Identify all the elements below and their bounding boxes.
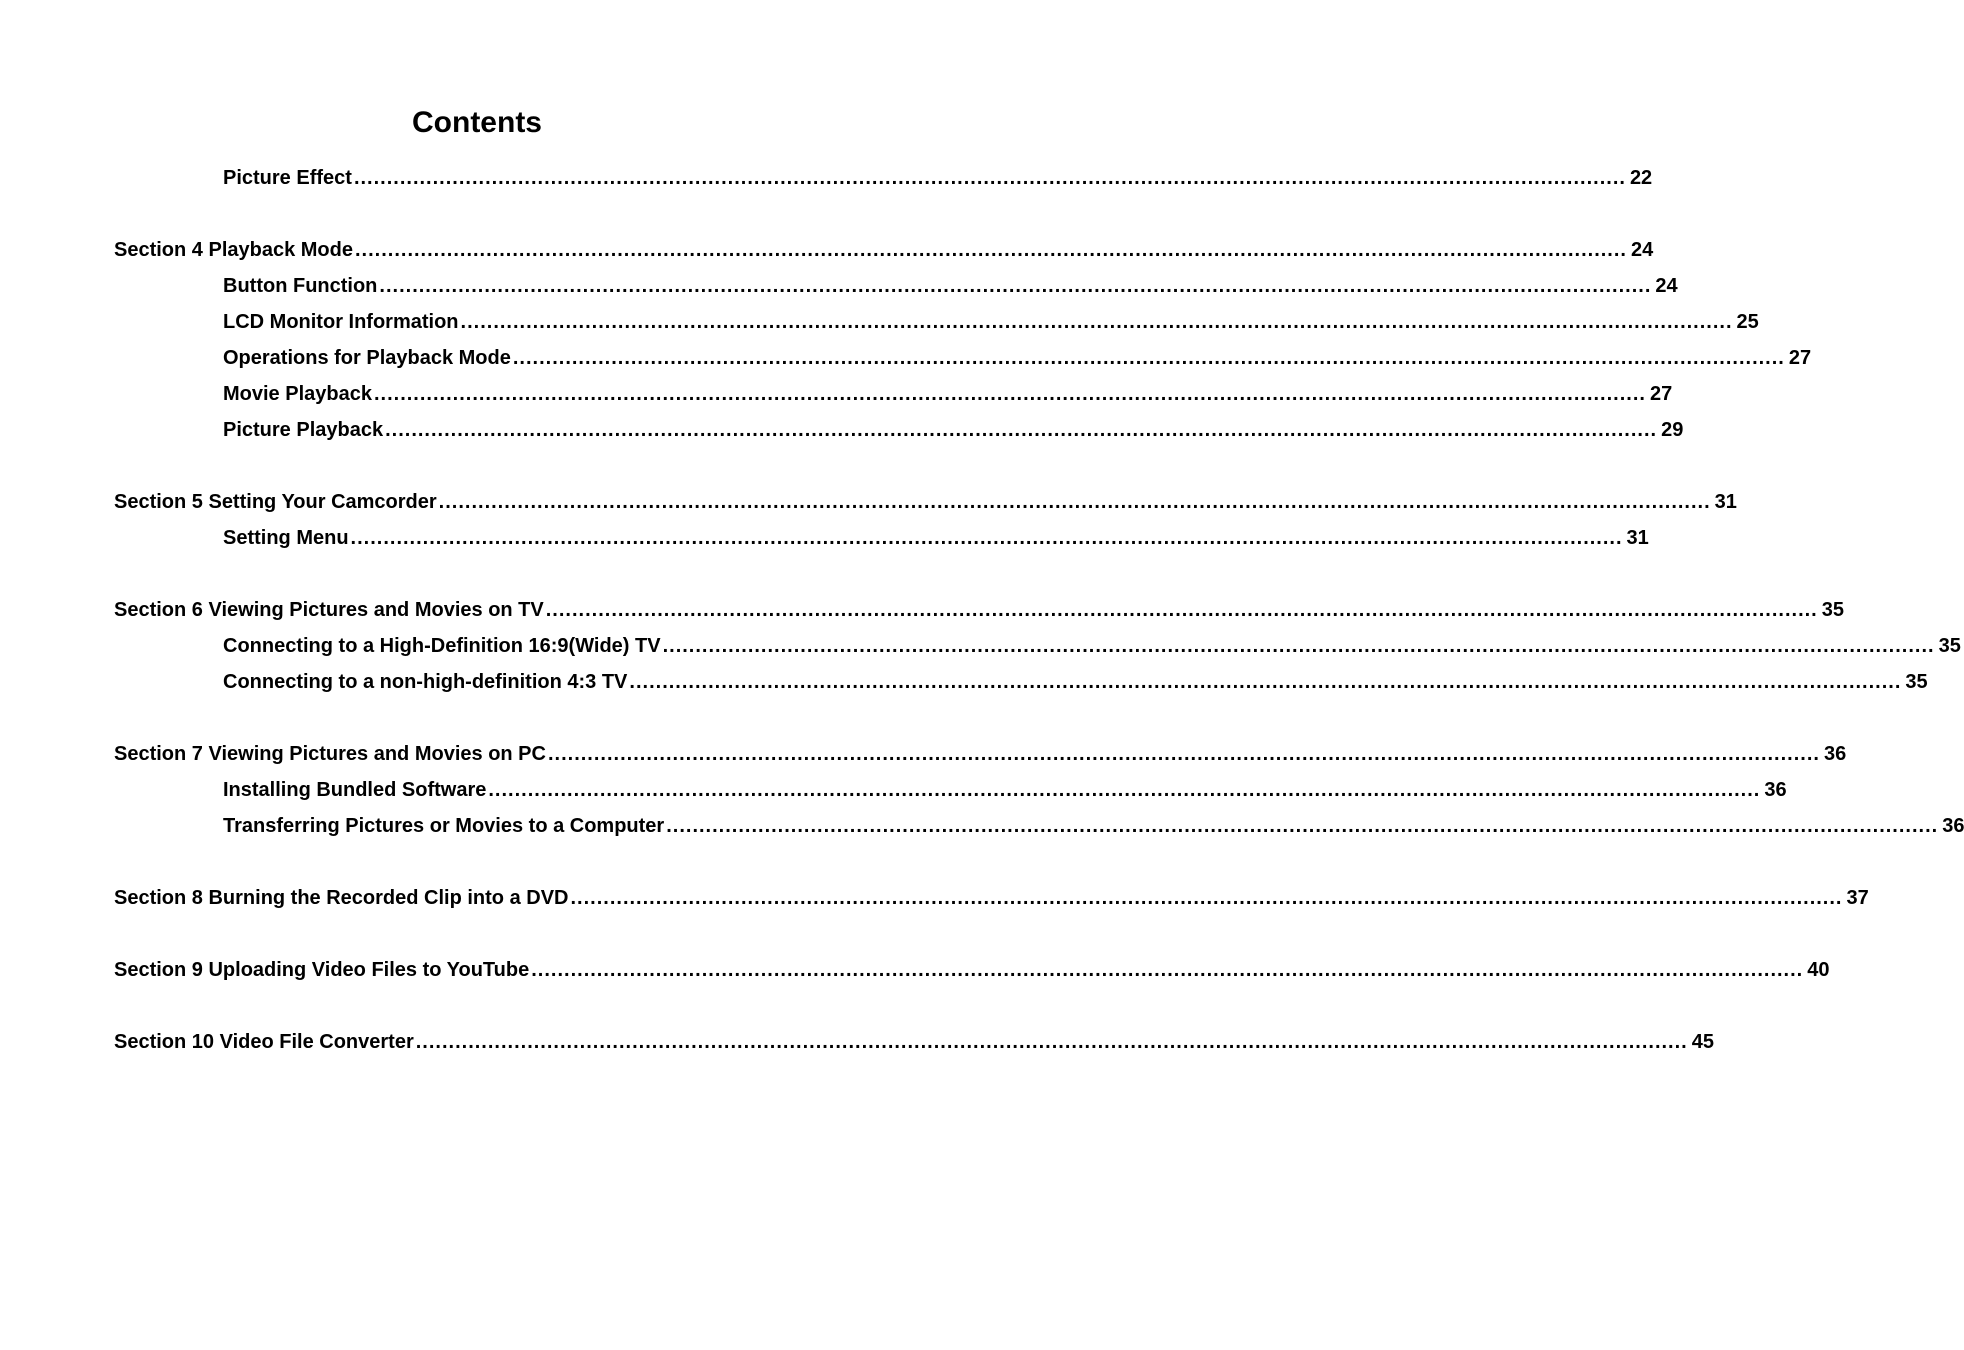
dot-leader: .................................................................................................................................................................................................. bbox=[350, 527, 1623, 549]
toc-page-number: 35 bbox=[1905, 671, 1928, 693]
dot-leader: .................................................................................................................................................................................................. bbox=[354, 239, 1627, 261]
dot-leader: .................................................................................................................................................................................................. bbox=[629, 671, 1902, 693]
toc-entry-section-10[interactable] bbox=[114, 1024, 1714, 1060]
toc-entry-installing-software[interactable] bbox=[114, 772, 1787, 808]
toc-entry-label: Section 5 Setting Your Camcorder bbox=[114, 491, 437, 513]
spacer bbox=[114, 448, 840, 484]
toc-entry-section-6[interactable] bbox=[114, 592, 1844, 628]
toc-page-number: 29 bbox=[1661, 419, 1684, 441]
toc-page-number: 36 bbox=[1942, 815, 1964, 837]
toc-entry-label: Installing Bundled Software bbox=[223, 779, 487, 801]
toc-entry-label: Button Function bbox=[223, 275, 378, 297]
dot-leader: .................................................................................................................................................................................................. bbox=[385, 419, 1658, 441]
toc-entry-label: Section 4 Playback Mode bbox=[114, 239, 353, 261]
dot-leader: .................................................................................................................................................................................................. bbox=[353, 167, 1626, 189]
toc-entry-section-4[interactable] bbox=[114, 232, 1654, 268]
toc-entry-label: Section 9 Uploading Video Files to YouTube bbox=[114, 959, 530, 981]
toc-entry-non-hd-tv[interactable] bbox=[114, 664, 1928, 700]
toc-page-number: 22 bbox=[1629, 167, 1653, 189]
toc-page-number: 35 bbox=[1821, 599, 1844, 621]
toc-entry-label: Movie Playback bbox=[223, 383, 372, 405]
toc-entry-section-7[interactable] bbox=[114, 736, 1847, 772]
toc-page-number: 31 bbox=[1714, 491, 1737, 513]
toc-entry-label: Section 7 Viewing Pictures and Movies on PC bbox=[114, 743, 546, 765]
toc-entry-section-5[interactable] bbox=[114, 484, 1737, 520]
dot-leader: .................................................................................................................................................................................................. bbox=[415, 1031, 1688, 1053]
toc-page-number: 35 bbox=[1938, 635, 1961, 657]
toc-entry-label: Connecting to a non-high-definition 4:3 TV bbox=[223, 671, 628, 693]
toc-entry-section-8[interactable] bbox=[114, 880, 1869, 916]
toc-entry-picture-effect[interactable] bbox=[114, 160, 1653, 196]
toc-page-number: 24 bbox=[1655, 275, 1678, 297]
toc-page-number: 31 bbox=[1626, 527, 1649, 549]
toc-entry-lcd-monitor-information[interactable] bbox=[114, 304, 1759, 340]
toc-entry-label: LCD Monitor Information bbox=[223, 311, 459, 333]
toc-entry-label: Connecting to a High-Definition 16:9(Wide) TV bbox=[223, 635, 661, 657]
dot-leader: .................................................................................................................................................................................................. bbox=[512, 347, 1785, 369]
toc-page-number: 45 bbox=[1691, 1031, 1714, 1053]
page-title: Contents bbox=[412, 106, 542, 140]
toc-entry-movie-playback[interactable] bbox=[114, 376, 1673, 412]
toc-page-number: 36 bbox=[1823, 743, 1847, 765]
toc-entry-setting-menu[interactable] bbox=[114, 520, 1649, 556]
toc-entry-picture-playback[interactable] bbox=[114, 412, 1684, 448]
toc-page-number: 24 bbox=[1630, 239, 1654, 261]
spacer bbox=[114, 916, 840, 952]
toc-entry-label: Section 8 Burning the Recorded Clip into a DVD bbox=[114, 887, 569, 909]
toc-entry-hd-wide-tv[interactable] bbox=[114, 628, 1961, 664]
spacer bbox=[114, 196, 840, 232]
dot-leader: .................................................................................................................................................................................................. bbox=[547, 743, 1820, 765]
toc-entry-transferring-to-computer[interactable] bbox=[114, 808, 1964, 844]
spacer bbox=[114, 988, 840, 1024]
spacer bbox=[114, 700, 840, 736]
toc-entry-label: Operations for Playback Mode bbox=[223, 347, 511, 369]
toc-page-number: 27 bbox=[1649, 383, 1673, 405]
dot-leader: .................................................................................................................................................................................................. bbox=[379, 275, 1652, 297]
toc-entry-label: Picture Playback bbox=[223, 419, 384, 441]
toc-entry-operations-playback-mode[interactable] bbox=[114, 340, 1812, 376]
dot-leader: .................................................................................................................................................................................................. bbox=[666, 815, 1939, 837]
toc-entry-label: Transferring Pictures or Movies to a Computer bbox=[223, 815, 665, 837]
dot-leader: .................................................................................................................................................................................................. bbox=[373, 383, 1646, 405]
dot-leader: .................................................................................................................................................................................................. bbox=[488, 779, 1761, 801]
toc-page-number: 40 bbox=[1807, 959, 1830, 981]
table-of-contents bbox=[114, 160, 1964, 1060]
toc-entry-label: Section 6 Viewing Pictures and Movies on TV bbox=[114, 599, 544, 621]
dot-leader: .................................................................................................................................................................................................. bbox=[545, 599, 1818, 621]
dot-leader: .................................................................................................................................................................................................. bbox=[531, 959, 1804, 981]
toc-page-number: 36 bbox=[1764, 779, 1787, 801]
toc-entry-label: Picture Effect bbox=[223, 167, 352, 189]
dot-leader: .................................................................................................................................................................................................. bbox=[438, 491, 1711, 513]
spacer bbox=[114, 556, 840, 592]
toc-entry-button-function[interactable] bbox=[114, 268, 1678, 304]
toc-page-number: 37 bbox=[1846, 887, 1869, 909]
toc-entry-label: Setting Menu bbox=[223, 527, 349, 549]
dot-leader: .................................................................................................................................................................................................. bbox=[570, 887, 1843, 909]
toc-entry-section-9[interactable] bbox=[114, 952, 1830, 988]
dot-leader: .................................................................................................................................................................................................. bbox=[662, 635, 1935, 657]
toc-page-number: 27 bbox=[1788, 347, 1812, 369]
spacer bbox=[114, 844, 840, 880]
toc-page-number: 25 bbox=[1736, 311, 1759, 333]
dot-leader: .................................................................................................................................................................................................. bbox=[460, 311, 1733, 333]
toc-entry-label: Section 10 Video File Converter bbox=[114, 1031, 414, 1053]
